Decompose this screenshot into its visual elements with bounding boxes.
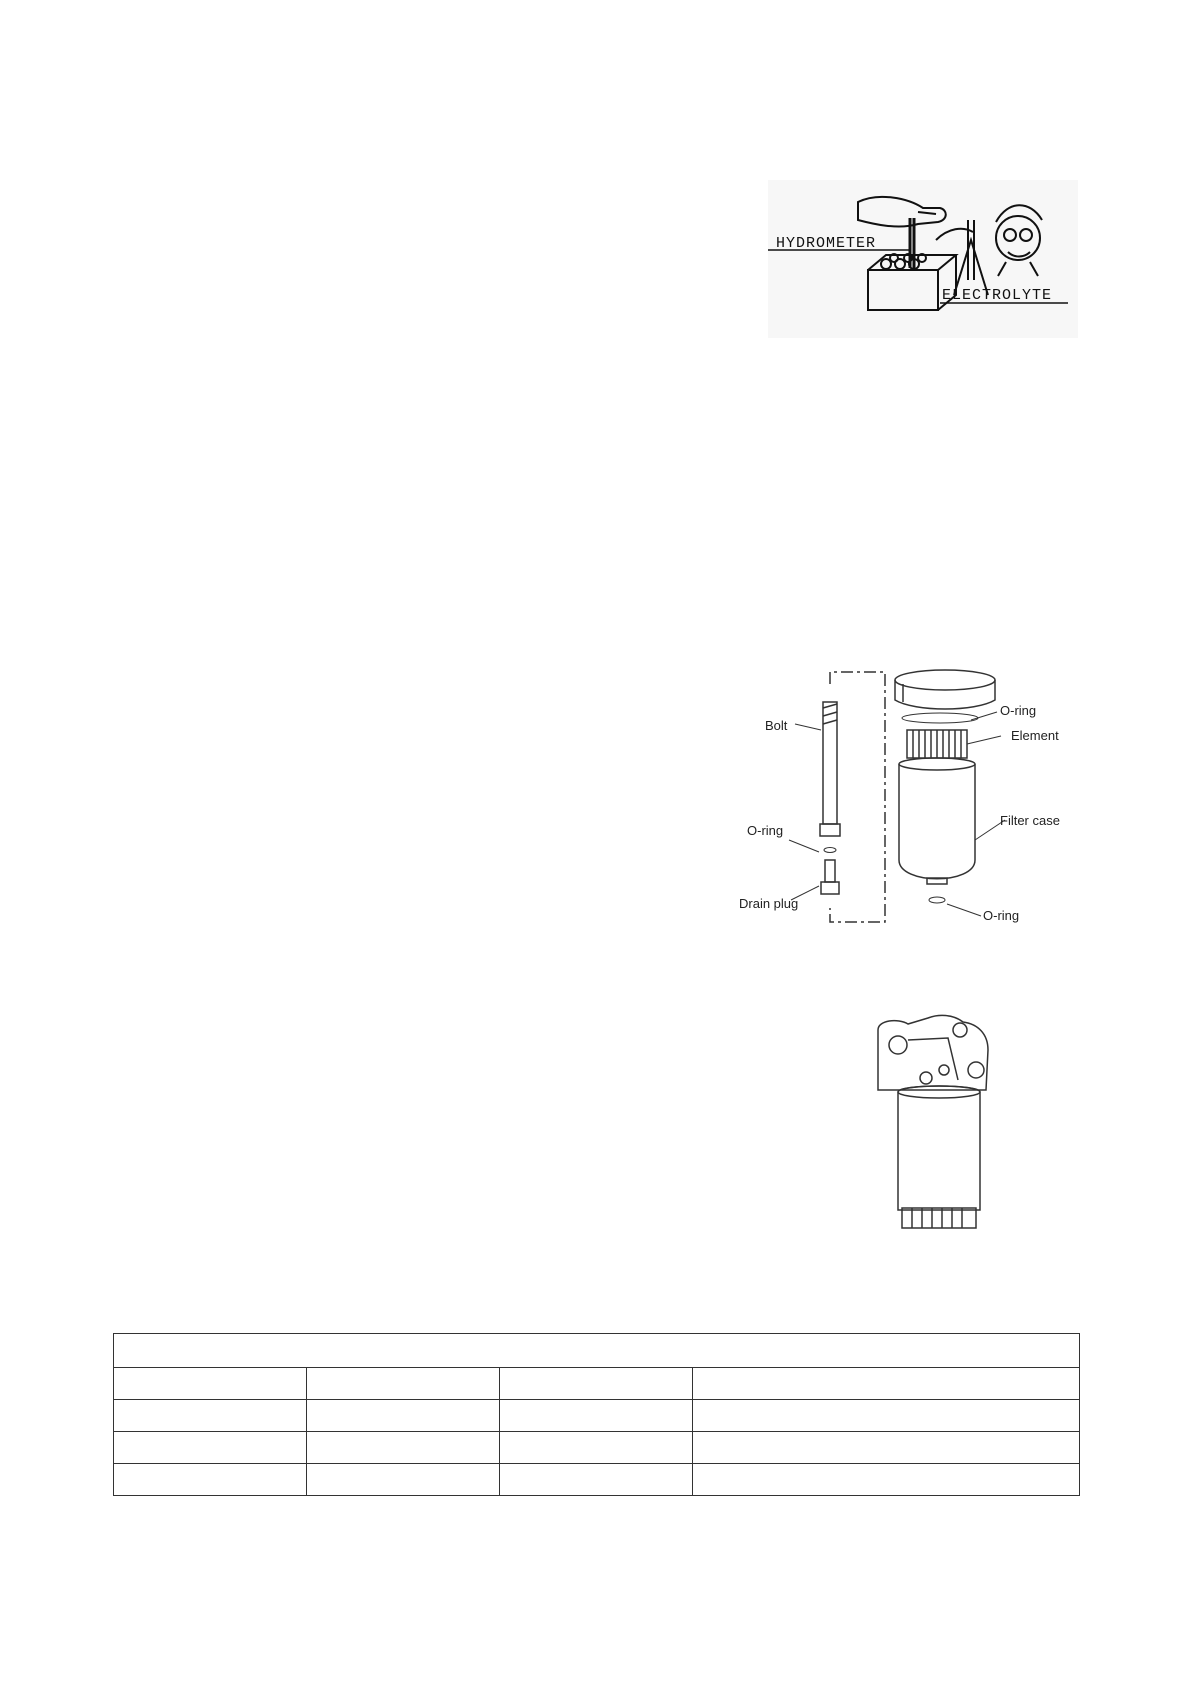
oring-top-icon [902, 713, 978, 723]
table-cell [307, 1400, 500, 1432]
table-cell [693, 1464, 1080, 1496]
oring-small-icon [824, 848, 836, 853]
table-row [114, 1432, 1080, 1464]
filter-head-icon [895, 670, 995, 709]
filter-assembled-illustration [868, 1010, 998, 1235]
table-cell [114, 1464, 307, 1496]
label-filter-case: Filter case [1000, 813, 1060, 828]
label-element: Element [1011, 728, 1059, 743]
table-cell [693, 1368, 1080, 1400]
table-row [114, 1368, 1080, 1400]
table-cell [500, 1400, 693, 1432]
table-cell [307, 1464, 500, 1496]
spec-table [113, 1333, 1080, 1496]
table-cell [307, 1432, 500, 1464]
table-cell [693, 1432, 1080, 1464]
table-title-row [114, 1334, 1080, 1368]
drain-plug-icon [821, 860, 839, 894]
table-cell [693, 1400, 1080, 1432]
electrolyte-label: ELECTROLYTE [942, 287, 1053, 304]
oring-bottom-icon [929, 897, 945, 903]
hydrometer-label: HYDROMETER [776, 235, 877, 252]
table-cell [114, 1400, 307, 1432]
table-cell [307, 1368, 500, 1400]
bolt-icon [820, 702, 840, 836]
mount-hole-right-icon [968, 1062, 984, 1078]
bolt-head-icon [920, 1072, 932, 1084]
table-cell [500, 1432, 693, 1464]
mount-hole-top-icon [953, 1023, 967, 1037]
filter-exploded-diagram [735, 660, 1075, 930]
hydrometer-illustration [768, 180, 1078, 338]
label-oring-bottom: O-ring [983, 908, 1020, 923]
table-cell [500, 1368, 693, 1400]
label-oring-left: O-ring [747, 823, 784, 838]
mount-hole-left-icon [889, 1036, 907, 1054]
table-row [114, 1464, 1080, 1496]
filter-canister-icon [898, 1086, 980, 1210]
table-title-cell [114, 1334, 1080, 1368]
table-cell [114, 1368, 307, 1400]
table-cell [500, 1464, 693, 1496]
element-icon [907, 730, 967, 758]
table-cell [114, 1432, 307, 1464]
label-bolt: Bolt [765, 718, 788, 733]
table-row [114, 1400, 1080, 1432]
label-oring-top: O-ring [1000, 703, 1037, 718]
filter-case-icon [899, 758, 975, 884]
label-drain-plug: Drain plug [739, 896, 799, 911]
